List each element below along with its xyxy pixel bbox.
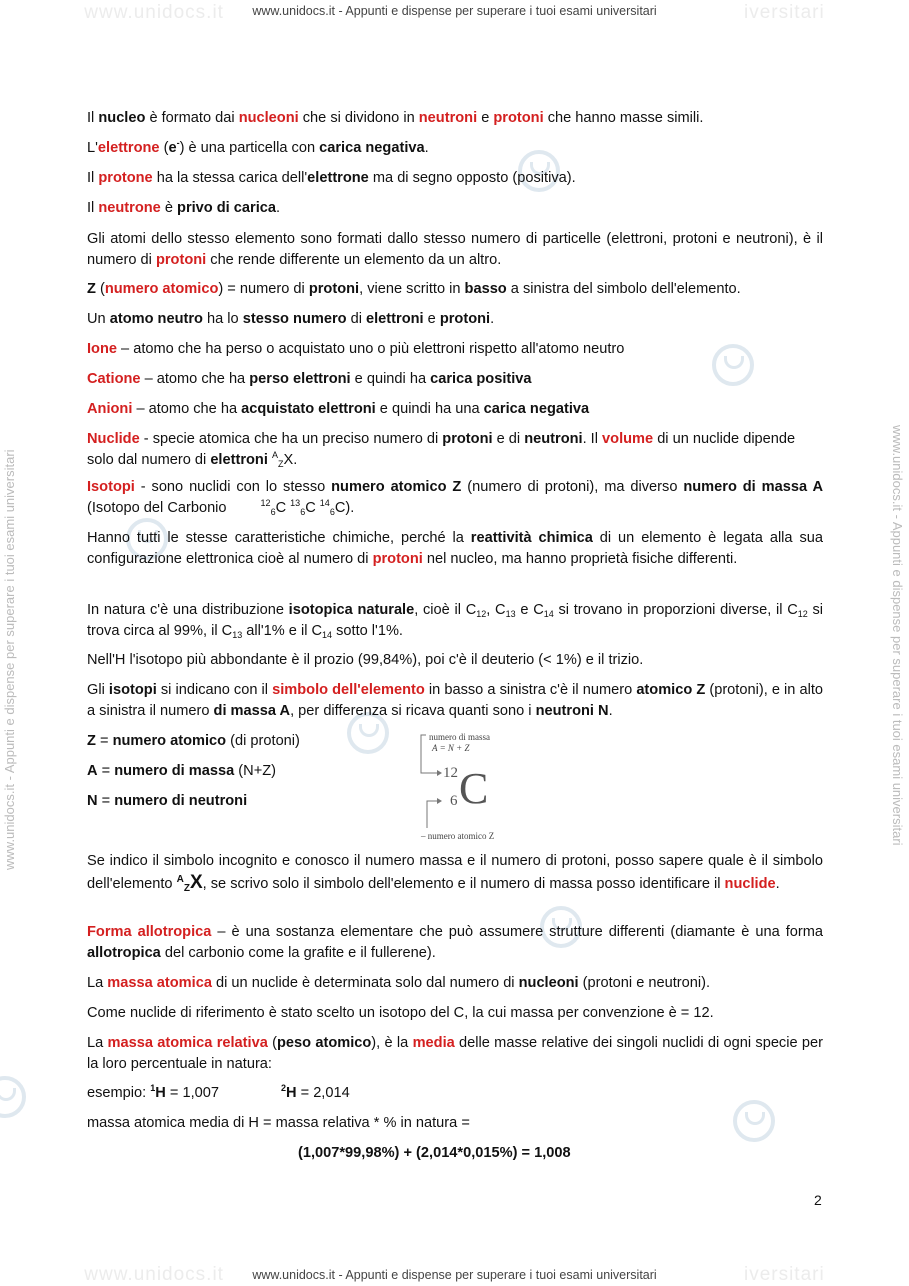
paragraph-riferimento: Come nuclide di riferimento è stato scelto un isotopo del C, la cui massa per convenzione è = 12. [87, 1005, 714, 1021]
paragraph-isotopi: Isotopi - sono nuclidi con lo stesso numero atomico Z (numero di protoni), ma diverso numero di massa A (Isotopo del Carbonio $^{12}_6$C $^{13}_6$C $^{14}_6$C). [87, 479, 823, 517]
atomic-number: 6 [450, 793, 458, 809]
paragraph-numero-atomico: Z (numero atomico) = numero di protoni, viene scritto in basso a sinistra del simbolo dell'elemento. [87, 281, 741, 297]
paragraph-atomi: Gli atomi dello stesso elemento sono formati dallo stesso numero di particelle (elettroni, protoni e neutroni), è il numero di protoni che rende differente un elemento da un altro. [87, 231, 823, 268]
header-watermark: www.unidocs.it - Appunti e dispense per superare i tuoi esami universitari [252, 4, 657, 18]
example-isotopes: esempio: $^1$H = 1,007 $^2$H = 2,014 [87, 1083, 350, 1101]
definition-n: N = numero di neutroni [87, 793, 248, 809]
ghost-watermark-bottom: www.unidocs.it iversitari [84, 1264, 825, 1285]
paragraph-nuclide: Nuclide - specie atomica che ha un preciso numero di protoni e di neutroni. Il volume di un nuclide dipende solo dal numero di elettroni $^A_Z$X. [87, 431, 796, 469]
definition-a: A = numero di massa (N+Z) [87, 763, 276, 779]
paragraph-massa-relativa: La massa atomica relativa (peso atomico), è la media delle masse relative dei singoli nuclidi di ogni specie per la loro percentuale in natura: [87, 1035, 823, 1072]
paragraph-nucleo: Il nucleo è formato dai nucleoni che si dividono in neutroni e protoni che hanno masse simili. [87, 110, 704, 126]
paragraph-elettrone: L'elettrone (e-) è una particella con carica negativa. [87, 138, 429, 156]
paragraph-anioni: Anioni – atomo che ha acquistato elettroni e quindi ha una carica negativa [87, 401, 590, 417]
paragraph-massa-atomica: La massa atomica di un nuclide è determinata solo dal numero di nucleoni (protoni e neutroni). [87, 975, 711, 991]
footer-watermark: www.unidocs.it - Appunti e dispense per superare i tuoi esami universitari [252, 1268, 657, 1282]
watermark-logo-icon [0, 1076, 26, 1118]
paragraph-neutrone: Il neutrone è privo di carica. [87, 200, 281, 216]
paragraph-reattivita: Hanno tutti le stesse caratteristiche chimiche, perché la reattività chimica di un elemento è legata alla sua configurazione elettronica cioè al numero di protoni nel nucleo, ma hanno proprietà fisiche differenti. [87, 530, 823, 567]
paragraph-atomo-neutro: Un atomo neutro ha lo stesso numero di elettroni e protoni. [87, 311, 495, 327]
mass-number-label: numero di massa [429, 732, 490, 742]
paragraph-protone: Il protone ha la stessa carica dell'elettrone ma di segno opposto (positiva). [87, 170, 576, 186]
mass-number: 12 [443, 765, 458, 781]
paragraph-ione: Ione – atomo che ha perso o acquistato uno o più elettroni rispetto all'atomo neutro [87, 341, 625, 357]
element-symbol: C [459, 764, 489, 813]
paragraph-catione: Catione – atomo che ha perso elettroni e quindi ha carica positiva [87, 371, 532, 387]
paragraph-distribuzione-isotopica: In natura c'è una distribuzione isotopica naturale, cioè il $C_{12}$, $C_{13}$ e $C_{14}$ si trovano in proporzioni diverse, il $C_{12}$ si trova circa al 99%, il $C_{13}$ all'1% e il $C_{14}$ sotto l'1%. [87, 602, 824, 640]
definition-z: Z = numero atomico (di protoni) [87, 733, 300, 749]
page-number: 2 [814, 1192, 822, 1208]
paragraph-simbolo-incognito: Se indico il simbolo incognito e conosco il numero massa e il numero di protoni, posso sapere quale è il simbolo dell'elemento $^A_Z$X, se scrivo solo il simbolo dell'elemento e il numero di massa posso identificare il nuclide. [87, 853, 823, 894]
isotope-notation-figure [415, 731, 525, 841]
formula-result: (1,007*99,98%) + (2,014*0,015%) = 1,008 [298, 1145, 571, 1161]
side-watermark-right: www.unidocs.it - Appunti e dispense per superare i tuoi esami universitari [890, 425, 905, 846]
paragraph-notazione-isotopi: Gli isotopi si indicano con il simbolo dell'elemento in basso a sinistra c'è il numero atomico Z (protoni), e in alto a sinistra il numero di massa A, per differenza si ricava quanti sono i neutroni N. [87, 682, 824, 719]
mass-formula-label: A = N + Z [432, 743, 470, 753]
paragraph-forma-allotropica: Forma allotropica – è una sostanza elementare che può assumere strutture differenti (diamante è una forma allotropica del carbonio come la grafite e il fullerene). [87, 924, 823, 961]
paragraph-idrogeno: Nell'H l'isotopo più abbondante è il prozio (99,84%), poi c'è il deuterio (< 1%) e il trizio. [87, 652, 644, 668]
atomic-number-label: – numero atomico Z [421, 831, 495, 841]
ghost-watermark-top: www.unidocs.it iversitari [84, 2, 825, 23]
paragraph-media: massa atomica media di H = massa relativa * % in natura = [87, 1115, 470, 1131]
side-watermark-left: www.unidocs.it - Appunti e dispense per superare i tuoi esami universitari [2, 449, 17, 870]
